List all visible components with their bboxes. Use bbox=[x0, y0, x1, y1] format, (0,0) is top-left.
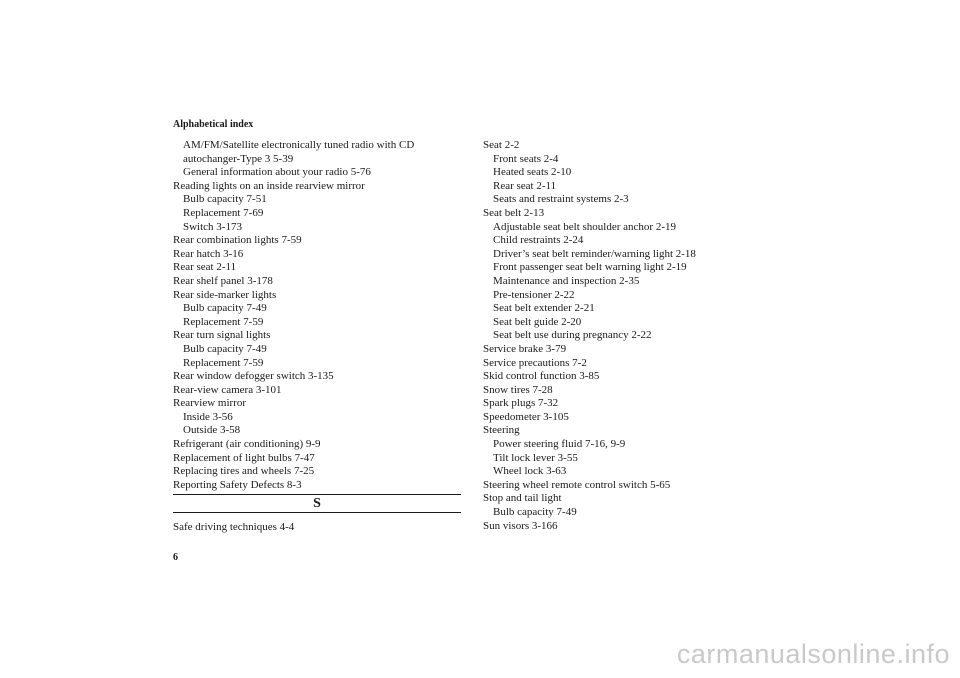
index-subentry: Bulb capacity 7-51 bbox=[183, 193, 267, 206]
site-watermark: carmanualsonline.info bbox=[676, 639, 950, 669]
index-subentry: Bulb capacity 7-49 bbox=[183, 342, 267, 355]
index-subentry: Driver’s seat belt reminder/warning light 2-18 bbox=[493, 247, 696, 260]
index-entry: Reading lights on an inside rearview mirror bbox=[173, 179, 365, 192]
index-entry: Speedometer 3-105 bbox=[483, 410, 569, 423]
index-entry: Rear hatch 3-16 bbox=[173, 247, 244, 260]
index-entry: Stop and tail light bbox=[483, 492, 562, 505]
index-entry: Snow tires 7-28 bbox=[483, 383, 553, 396]
index-entry: Rear combination lights 7-59 bbox=[173, 234, 302, 247]
index-list-right bbox=[483, 139, 783, 533]
index-subentry: Tilt lock lever 3-55 bbox=[493, 451, 578, 464]
index-entry: Seat 2-2 bbox=[483, 139, 520, 151]
index-entry: Service brake 3-79 bbox=[483, 342, 567, 355]
index-entry: Service precautions 7-2 bbox=[483, 356, 587, 369]
section-letter: S bbox=[313, 496, 321, 512]
index-subentry: Maintenance and inspection 2-35 bbox=[493, 274, 640, 287]
index-column-left bbox=[173, 139, 461, 535]
index-entry: Replacing tires and wheels 7-25 bbox=[173, 465, 315, 478]
index-subentry: Bulb capacity 7-49 bbox=[493, 506, 577, 519]
index-subentry: Seat belt extender 2-21 bbox=[493, 302, 595, 315]
index-entry: Sun visors 3-166 bbox=[483, 519, 558, 532]
index-column-right bbox=[483, 139, 783, 533]
index-subentry: Inside 3-56 bbox=[183, 410, 233, 423]
index-subentry: Rear seat 2-11 bbox=[493, 179, 557, 192]
index-subentry: General information about your radio 5-76 bbox=[183, 166, 371, 179]
index-subentry: AM/FM/Satellite electronically tuned radio with CD bbox=[183, 139, 415, 151]
index-entry: Reporting Safety Defects 8-3 bbox=[173, 478, 302, 491]
index-entry: Rear shelf panel 3-178 bbox=[173, 274, 273, 287]
index-entry: Refrigerant (air conditioning) 9-9 bbox=[173, 438, 321, 451]
section-rule-bottom bbox=[173, 512, 461, 513]
index-subentry: Outside 3-58 bbox=[183, 424, 241, 437]
index-subentry: Wheel lock 3-63 bbox=[493, 465, 567, 478]
index-entry: Steering bbox=[483, 424, 520, 437]
index-entry: Steering wheel remote control switch 5-65 bbox=[483, 478, 671, 491]
index-subentry: Seat belt guide 2-20 bbox=[493, 315, 582, 328]
index-subentry: Power steering fluid 7-16, 9-9 bbox=[493, 438, 626, 451]
index-entry: Skid control function 3-85 bbox=[483, 370, 600, 383]
index-list-left-continued bbox=[173, 521, 461, 535]
page-number: 6 bbox=[173, 552, 178, 563]
index-entry: Seat belt 2-13 bbox=[483, 206, 545, 219]
index-subentry: Replacement 7-69 bbox=[183, 206, 264, 219]
index-list-left bbox=[173, 139, 461, 492]
index-entry: Rearview mirror bbox=[173, 397, 246, 410]
index-subentry: autochanger-Type 3 5-39 bbox=[183, 152, 294, 165]
index-subentry: Front seats 2-4 bbox=[493, 152, 559, 165]
index-subentry: Replacement 7-59 bbox=[183, 356, 264, 369]
index-subentry: Switch 3-173 bbox=[183, 220, 242, 233]
page-header-title: Alphabetical index bbox=[173, 119, 254, 130]
index-entry: Rear-view camera 3-101 bbox=[173, 383, 282, 396]
index-subentry: Pre-tensioner 2-22 bbox=[493, 288, 575, 301]
index-entry: Spark plugs 7-32 bbox=[483, 397, 559, 410]
index-entry: Rear window defogger switch 3-135 bbox=[173, 370, 334, 383]
section-divider bbox=[173, 494, 461, 513]
index-subentry: Seat belt use during pregnancy 2-22 bbox=[493, 329, 652, 342]
index-subentry: Replacement 7-59 bbox=[183, 315, 264, 328]
index-entry: Rear seat 2-11 bbox=[173, 261, 237, 274]
index-subentry: Child restraints 2-24 bbox=[493, 234, 584, 247]
index-entry: Safe driving techniques 4-4 bbox=[173, 521, 295, 534]
index-entry: Replacement of light bulbs 7-47 bbox=[173, 451, 315, 464]
index-subentry: Heated seats 2-10 bbox=[493, 166, 572, 179]
index-subentry: Adjustable seat belt shoulder anchor 2-19 bbox=[493, 220, 676, 233]
index-subentry: Bulb capacity 7-49 bbox=[183, 302, 267, 315]
index-entry: Rear side-marker lights bbox=[173, 288, 277, 301]
index-entry: Rear turn signal lights bbox=[173, 329, 271, 342]
index-subentry: Front passenger seat belt warning light 2-19 bbox=[493, 261, 687, 274]
index-subentry: Seats and restraint systems 2-3 bbox=[493, 193, 629, 206]
